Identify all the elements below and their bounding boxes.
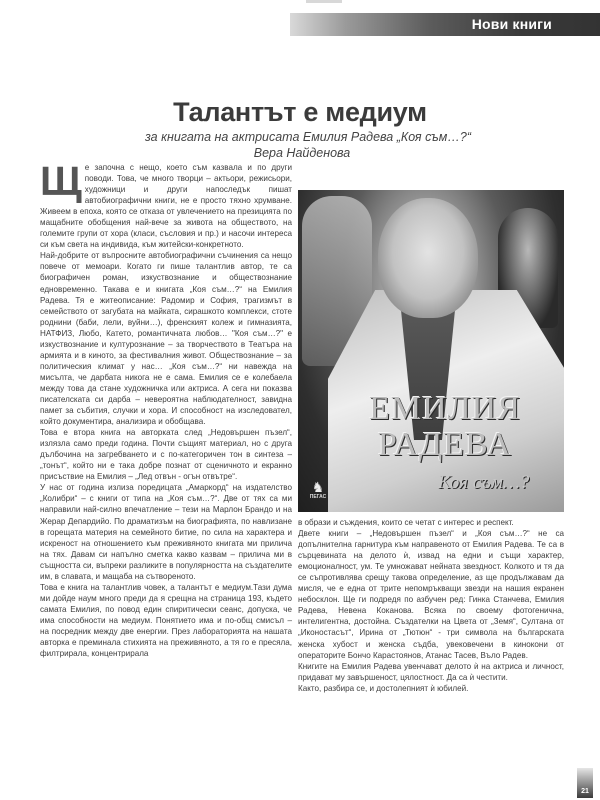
paragraph: Това е втора книга на авторката след „Недовършен пъзел“, излязла само преди година. Почти същият материал, но с друга дълбочина на загребването и с по-категоричен тон в синтеза – „тонът“, който ни е така добре познат от сценичното и екранно присъствие на Емилия – „Лед отвън - огън отвътре“. <box>40 428 292 482</box>
cover-author-first-name: ЕМИЛИЯ <box>369 390 521 427</box>
article-left-column <box>40 158 292 659</box>
paragraph: Това е книга на талантлив човек, а талантът е медиум.Тази дума ми дойде наум много преди да я срещна на страница 193, където самата Емилия, по повод един спиритически сеанс, допуска, че има способности на медиум. Понятието има и по-общ смисъл – на посредник между две енергии. През лабораторията на нашата авторка е преминала стихията на преживяното, а тя го е пресяла, филтрирала, концентрирала <box>40 582 292 659</box>
book-cover-image <box>298 190 564 512</box>
cover-author-last-name: РАДЕВА <box>377 426 513 463</box>
paragraph: У нас от година излиза поредицата „Амаркорд“ на издателство „Колибри“ – с книги от типа на „Коя съм…?“. Две от тях са ми направили най-силно впечатление – тези на Марлон Брандо и на Жерар Депардийо. По драматизъм на биографията, по навлизане в горещата материя на семейното битие, по сила на характера и искреност на отношението към преживяното книгата ми прилича на тях. Давам си напълно сметка какво казвам – прилича ми в същността си, въпреки разликите в популярността на създателите им, в славата, и мащаба на сътвореното. <box>40 483 292 581</box>
paragraph: Двете книги – „Недовършен пъзел“ и „Коя съм…?“ не са допълнителна гарнитура към направеното от Емилия Радева. Те са в сърцевината на делото ѝ, извад на едни и същи характер, емоционалност, ум. Те умножават нейната звездност. Колкото и тя да се съпротивлява срещу такова определение, аз ще продължавам да мисля, че е една от трите непомръкващи звезди на нашия екранен небосклон. Ще ги подредя по азбучен ред: Гинка Станчева, Емилия Радева, Невена Коканова. Всяка по своему фотогенична, интелигентна, достойна. Създателки на Цвета от „Земя“, Султана от „Иконостасът“, Ирина от „Тютюн“ - три символа на българската женска хубост и женска съдба, увековечени в кинокони от операторите Бончо Карастоянов, Атанас Тасев, Въло Радев. <box>298 529 564 660</box>
page-number-tab <box>577 768 593 798</box>
article-title: Талантът е медиум <box>173 97 427 127</box>
cover-book-title: Коя съм…? <box>438 472 530 493</box>
paragraph: Както, разбира се, и достолепният ѝ юбилей. <box>298 683 469 693</box>
paragraph: е започна с нещо, което съм казвала и по други поводи. Това, че много творци – актьори, режисьори, художници и други напоследък пишат автобиографични книги, не е просто тяхно хрумване. Живеем в епоха, която се отказа от увлечението на презицията по мащабните обобщения най-вече за живота на обществото, на големите групи от хора (класи, съсловия и пр.) и насочи интереса си към света на индивида, към житейски-конкретното. <box>40 163 292 250</box>
publisher-name: ПЕГАС <box>309 494 327 500</box>
top-tab-marker <box>306 0 342 3</box>
drop-cap: Щ <box>40 158 82 204</box>
publisher-logo <box>304 480 332 500</box>
article-subtitle: за книгата на актрисата Емилия Радева „Коя съм…?“ <box>145 130 471 144</box>
paragraph: Книгите на Емилия Радева увенчават делото ѝ на актриса и личност, придават му завършеност, цялостност. Да са ѝ честити. <box>298 661 564 682</box>
section-label: Нови книги <box>471 16 552 32</box>
article-author: Вера Найденова <box>253 146 351 160</box>
page-number: 21 <box>581 788 589 795</box>
section-header-bar <box>290 13 600 36</box>
article-right-column <box>298 517 564 694</box>
paragraph: в образи и съждения, които се четат с интерес и респект. <box>298 518 514 527</box>
cover-portrait-face <box>378 198 478 318</box>
paragraph: Най-добрите от въпросните автобиографични съчинения са нещо повече от мемоари. Когато ги пише талантлив автор, те са биографичен роман, изкуствознание и обществознание едновременно. Такава е и книгата „Коя съм…?“ на Емилия Радева. Тя е житеописание: Радомир и София, трагизмът в семейството от загубата на майката, сирашкото комплекси, стоте роднини (баби, лели, вуйни…), френският колеж и гимназията, НАТФИЗ, Любо, Катето, романтичната любов… "Коя съм…?" е изкуствознание и културознание – за творчеството в Театъра на армията и в киното, за фестивалния живот. Обществознание – за политическия климат у нас… „Коя съм…?“ ни навежда на мисълта, че дарбата никога не е сама. Емилия се е колебаела между това да стане художничка или актриса. А сега ни показва писателската си дарба – невероятна наблюдателност, завидна памет за събития, случки и хора. И способност на изследовател, който документира, анализира и обобщава. <box>40 251 292 427</box>
pegasus-icon: ♞ <box>311 479 325 495</box>
